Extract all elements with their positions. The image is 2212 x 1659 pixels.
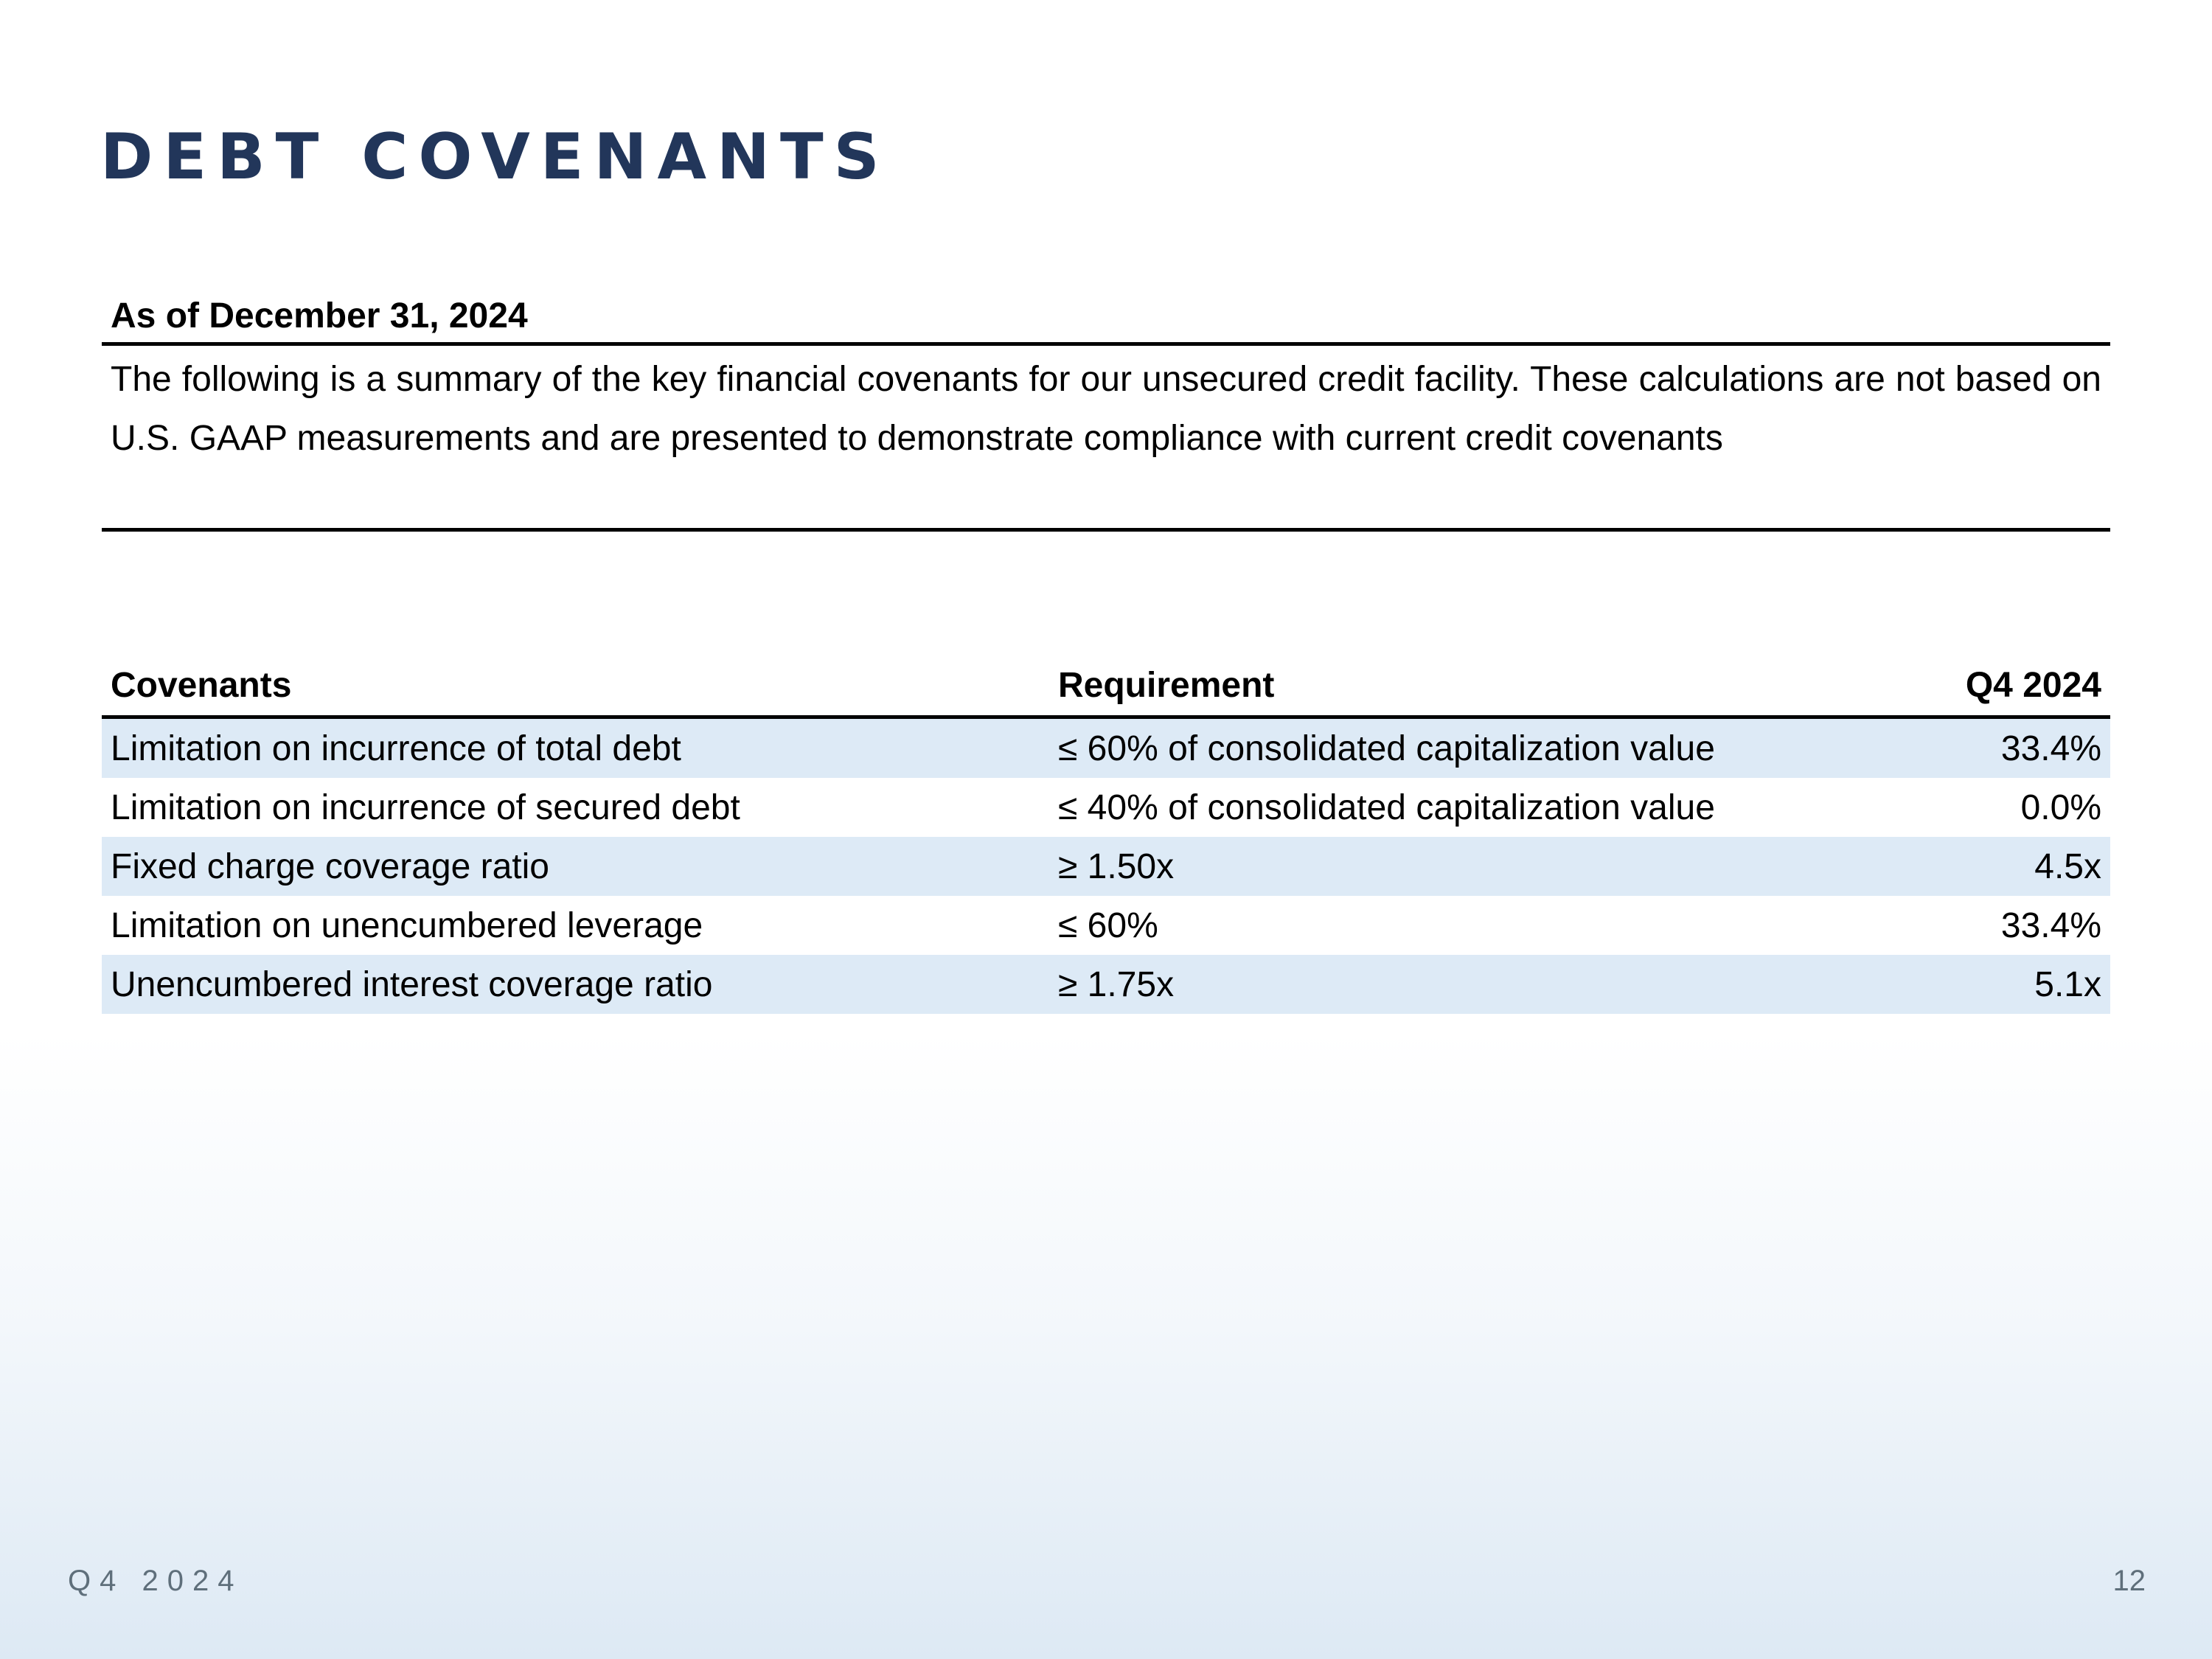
- covenant-name: Limitation on incurrence of total debt: [111, 728, 681, 768]
- covenant-requirement: ≤ 60% of consolidated capitalization value: [1058, 728, 1715, 768]
- table-row: [102, 837, 2110, 896]
- covenant-requirement: ≤ 40% of consolidated capitalization value: [1058, 787, 1715, 827]
- covenant-value: 5.1x: [2034, 964, 2101, 1004]
- covenant-name: Limitation on incurrence of secured debt: [111, 787, 740, 827]
- summary-paragraph: The following is a summary of the key financial covenants for our unsecured credit facility. These calculations are not based on U.S. GAAP measurements and are presented to demonstrate compliance with current credit covenants: [102, 346, 2110, 532]
- table-header-row: [102, 655, 2110, 719]
- covenant-name: Unencumbered interest coverage ratio: [111, 964, 713, 1004]
- covenant-requirement: ≥ 1.75x: [1058, 964, 1175, 1004]
- as-of-heading: As of December 31, 2024: [102, 291, 2110, 346]
- covenants-table: [102, 655, 2110, 1014]
- column-header-covenants: Covenants: [111, 665, 292, 705]
- covenant-name: Fixed charge coverage ratio: [111, 846, 549, 886]
- footer-period: Q4 2024: [68, 1565, 243, 1597]
- covenant-value: 33.4%: [2000, 728, 2101, 768]
- table-row: [102, 719, 2110, 778]
- covenant-name: Limitation on unencumbered leverage: [111, 905, 703, 945]
- page-title: DEBT COVENANTS: [100, 120, 890, 194]
- covenant-requirement: ≥ 1.50x: [1058, 846, 1175, 886]
- covenant-value: 4.5x: [2034, 846, 2101, 886]
- table-row: [102, 778, 2110, 837]
- as-of-section: [102, 291, 2110, 532]
- covenant-value: 0.0%: [2020, 787, 2101, 827]
- column-header-q4-2024: Q4 2024: [1965, 665, 2101, 705]
- column-header-requirement: Requirement: [1058, 665, 1275, 705]
- covenant-value: 33.4%: [2000, 905, 2101, 945]
- page-number: 12: [2112, 1565, 2146, 1597]
- covenant-requirement: ≤ 60%: [1058, 905, 1158, 945]
- table-row: [102, 955, 2110, 1014]
- table-row: [102, 896, 2110, 955]
